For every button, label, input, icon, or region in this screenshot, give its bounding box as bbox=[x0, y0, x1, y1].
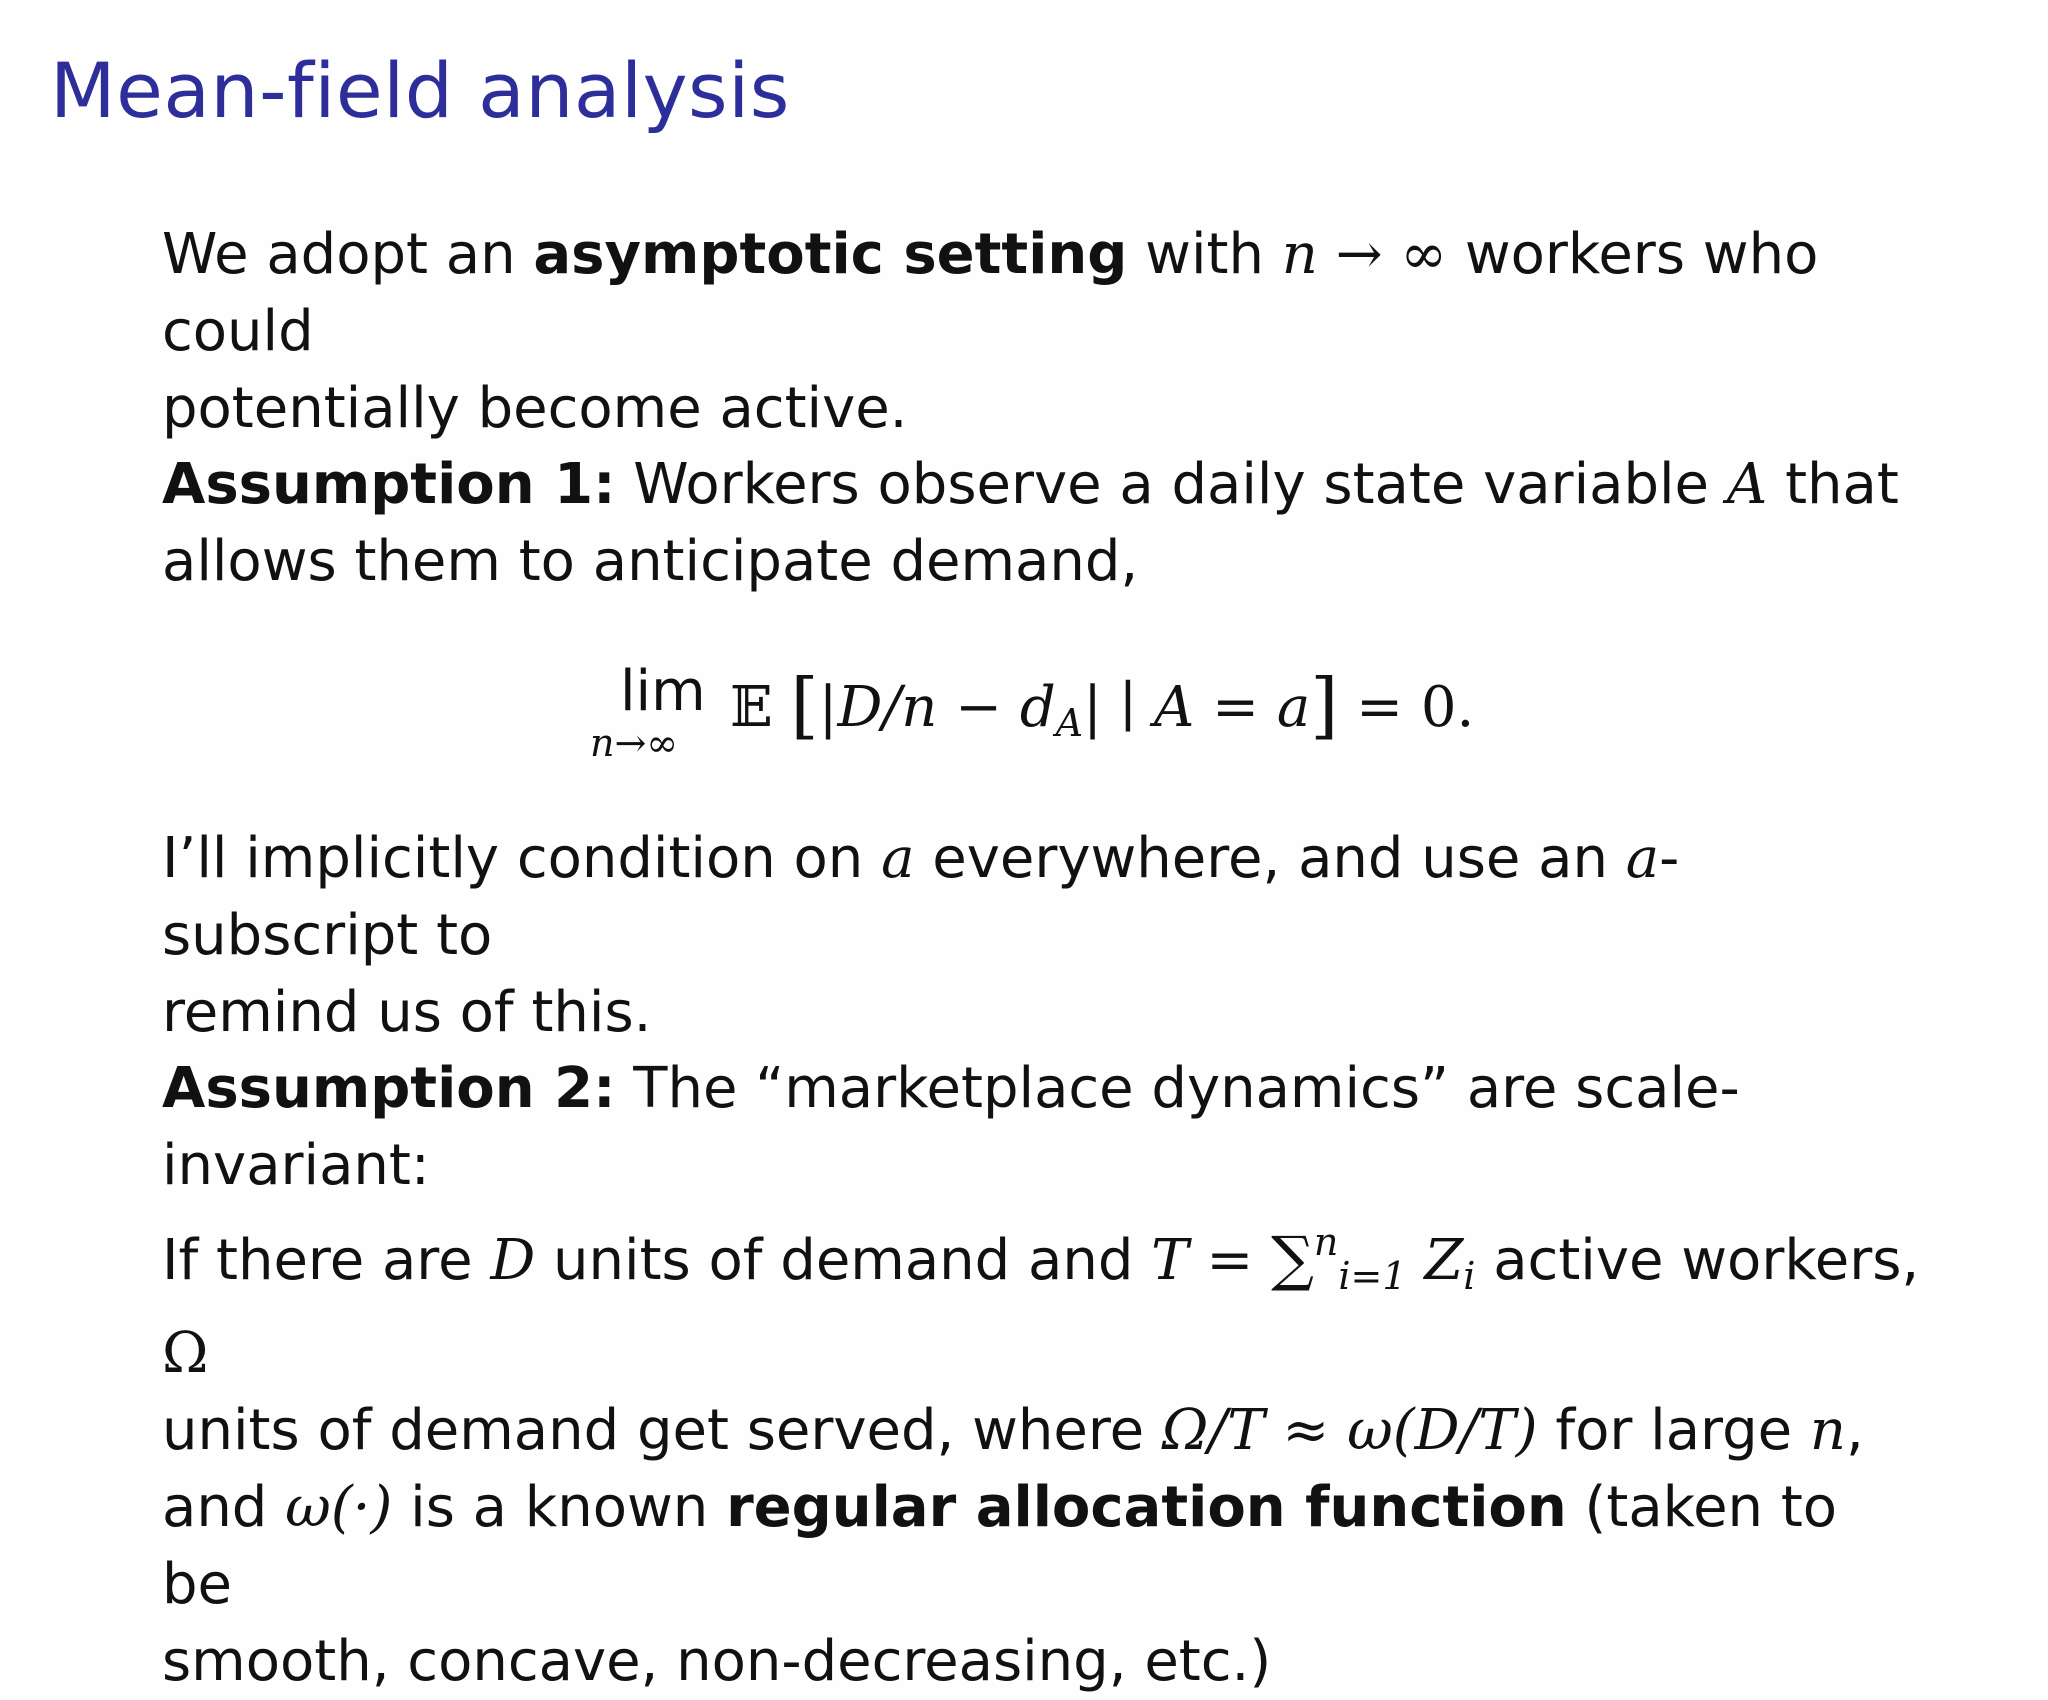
paragraph-assumption-1 bbox=[162, 446, 1922, 600]
text-span: -subscript to bbox=[162, 826, 1680, 968]
limit-operator: lim bbox=[620, 659, 706, 724]
right-bracket: ] bbox=[1310, 663, 1339, 747]
math-inline: Z bbox=[1406, 1228, 1464, 1293]
text-span: smooth, concave, non-decreasing, etc.) bbox=[162, 1629, 1272, 1694]
math-inline: ω(·) bbox=[285, 1475, 393, 1540]
paragraph-assumption-2 bbox=[162, 1050, 1922, 1700]
text-span: potentially become active. bbox=[162, 376, 908, 441]
math-inline: n → ∞ bbox=[1281, 222, 1448, 287]
math-inline: n bbox=[1809, 1398, 1846, 1463]
math-expr: | ∣ A = a bbox=[1083, 675, 1311, 740]
paragraph-conditioning bbox=[162, 820, 1922, 1051]
math-expr: = 0. bbox=[1338, 675, 1475, 740]
text-span: that bbox=[1767, 452, 1899, 517]
bold-term: asymptotic setting bbox=[533, 222, 1128, 287]
expectation-symbol: 𝔼 bbox=[730, 675, 773, 740]
sum-upper-limit: n bbox=[1313, 1220, 1339, 1264]
text-span: allows them to anticipate demand, bbox=[162, 529, 1139, 594]
text-span: with bbox=[1127, 222, 1282, 287]
assumption-label: Assumption 1: bbox=[162, 452, 616, 517]
assumption-label: Assumption 2: bbox=[162, 1056, 616, 1121]
bold-term: regular allocation function bbox=[726, 1475, 1567, 1540]
text-span: for large bbox=[1537, 1398, 1810, 1463]
math-inline: A bbox=[1726, 452, 1768, 517]
slide-title: Mean-field analysis bbox=[50, 46, 790, 135]
text-span: The “marketplace dynamics” are scale-invariant: bbox=[162, 1056, 1740, 1198]
left-bracket: [ bbox=[790, 663, 819, 747]
text-span: units of demand and bbox=[535, 1228, 1152, 1293]
text-span: units of demand get served, where bbox=[162, 1398, 1162, 1463]
text-span: (taken to be bbox=[162, 1475, 1838, 1617]
text-span: I’ll implicitly condition on bbox=[162, 826, 882, 891]
math-subscript: i bbox=[1463, 1254, 1476, 1298]
text-span: active workers, bbox=[1475, 1228, 1920, 1293]
text-span: If there are bbox=[162, 1228, 491, 1293]
text-span: Workers observe a daily state variable bbox=[615, 452, 1727, 517]
equation-body bbox=[730, 659, 1474, 745]
math-inline: T bbox=[1151, 1228, 1189, 1293]
text-span: everywhere, and use an bbox=[914, 826, 1626, 891]
text-span: , bbox=[1845, 1398, 1864, 1463]
sum-lower-limit: i=1 bbox=[1338, 1254, 1407, 1298]
math-inline: Ω bbox=[162, 1321, 209, 1386]
text-span: remind us of this. bbox=[162, 980, 652, 1045]
text-span: workers who could bbox=[162, 222, 1819, 364]
text-span: We adopt an bbox=[162, 222, 534, 287]
math-inline: = bbox=[1188, 1228, 1272, 1293]
math-inline: D bbox=[490, 1228, 536, 1293]
paragraph-asymptotic-setting bbox=[162, 216, 1922, 447]
math-inline: a bbox=[881, 826, 915, 891]
math-inline: Ω/T ≈ ω(D/T) bbox=[1161, 1398, 1538, 1463]
text-span: is a known bbox=[392, 1475, 727, 1540]
sum-symbol: ∑ bbox=[1271, 1224, 1314, 1294]
math-expr: |D/n − d bbox=[818, 675, 1056, 740]
text-span: and bbox=[162, 1475, 286, 1540]
math-inline: a bbox=[1625, 826, 1660, 891]
math-subscript: A bbox=[1055, 701, 1084, 745]
limit-subscript: n→∞ bbox=[590, 721, 678, 765]
